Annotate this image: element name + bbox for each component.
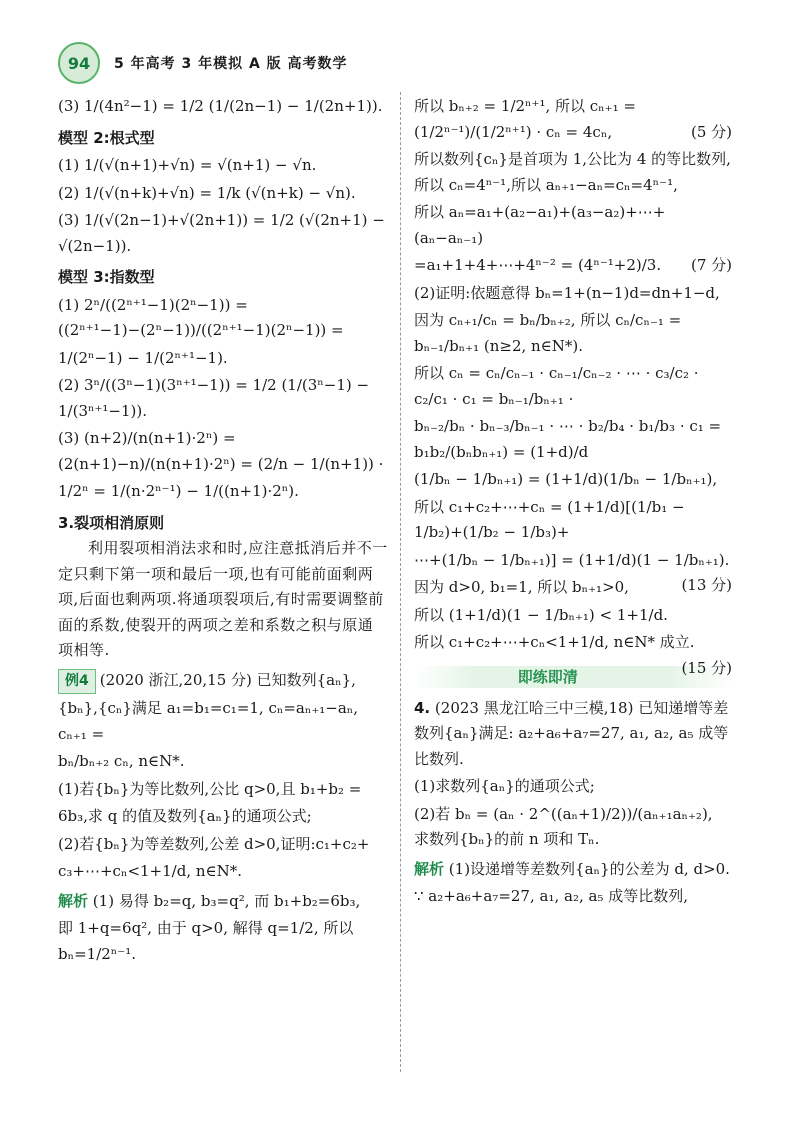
exercise-block xyxy=(414,696,732,853)
formula-line: (1) 1/(√(n+1)+√n) = √(n+1) − √n. xyxy=(58,156,317,174)
solution-text: 因为 d>0, b₁=1, 所以 bₙ₊₁>0, xyxy=(414,578,629,596)
analysis-line: 即 1+q=6q², 由于 q>0, 解得 q=1/2, 所以 bₙ=1/2ⁿ⁻¹. xyxy=(58,919,354,963)
analysis-line: (1)设递增等差数列{aₙ}的公差为 d, d>0. xyxy=(448,859,730,878)
score-note: (13 分) xyxy=(681,576,732,594)
solution-line xyxy=(414,308,732,359)
example-line: (2)若{bₙ}为等差数列,公差 d>0,证明:c₁+c₂+ xyxy=(58,834,370,853)
analysis-label: 解析 xyxy=(414,859,445,878)
solution-text: 所以 (1+1/d)(1 − 1/bₙ₊₁) < 1+1/d. xyxy=(414,605,668,624)
exercise-analysis-block xyxy=(414,857,732,910)
solution-line xyxy=(414,467,732,493)
book-title: 5 年高考 3 年模拟 A 版 高考数学 xyxy=(114,56,348,72)
solution-text: =a₁+1+4+⋯+4ⁿ⁻² = (4ⁿ⁻¹+2)/3. xyxy=(414,256,662,274)
formula-line: (3) 1/(4n²−1) = 1/2 (1/(2n−1) − 1/(2n+1)). xyxy=(58,97,383,115)
solution-line xyxy=(414,495,732,546)
example-badge: 例4 xyxy=(58,669,96,695)
solution-line xyxy=(414,147,732,198)
example-line: {bₙ},{cₙ}满足 a₁=b₁=c₁=1, cₙ=aₙ₊₁−aₙ, cₙ₊₁ = xyxy=(58,699,359,743)
formula-line: (2) 3ⁿ/((3ⁿ−1)(3ⁿ⁺¹−1)) = 1/2 (1/(3ⁿ−1) − 1/(3ⁿ⁺¹−1)). xyxy=(58,376,370,420)
solution-text: 所以 aₙ=a₁+(a₂−a₁)+(a₃−a₂)+⋯+(aₙ−aₙ₋₁) xyxy=(414,203,666,247)
example-line: bₙ/bₙ₊₂ cₙ, n∈N*. xyxy=(58,752,185,771)
solution-text: (2)证明:依题意得 bₙ=1+(n−1)d=dn+1−d, xyxy=(414,283,720,302)
model-heading: 模型 2:根式型 xyxy=(58,128,155,147)
example-line: c₃+⋯+cₙ<1+1/d, n∈N*. xyxy=(58,862,243,881)
analysis-line: (1) 易得 b₂=q, b₃=q², 而 b₁+b₂=6b₃, xyxy=(92,891,361,910)
score-note: (7 分) xyxy=(690,256,732,274)
solution-text: 因为 cₙ₊₁/cₙ = bₙ/bₙ₊₂, 所以 cₙ/cₙ₋₁ = bₙ₋₁/bₙ₊₁ (n≥2, n∈N*). xyxy=(414,311,682,355)
solution-line xyxy=(414,361,732,412)
example-line: 6b₃,求 q 的值及数列{aₙ}的通项公式; xyxy=(58,807,312,826)
example-line: (2020 浙江,20,15 分) 已知数列{aₙ}, xyxy=(99,670,356,689)
page-header xyxy=(58,38,348,88)
solution-line xyxy=(414,94,732,145)
solution-text: 所以 c₁+c₂+⋯+cₙ<1+1/d, n∈N* 成立. xyxy=(414,633,695,651)
solution-text: (1/bₙ − 1/bₙ₊₁) = (1+1/d)(1/bₙ − 1/bₙ₊₁), xyxy=(414,470,718,488)
solution-text: 所以 bₙ₊₂ = 1/2ⁿ⁺¹, 所以 cₙ₊₁ = (1/2ⁿ⁻¹)/(1/2ⁿ⁺¹) · cₙ = 4cₙ, xyxy=(414,97,636,141)
exercise-line: (2)若 bₙ = (aₙ · 2^((aₙ+1)/2))/(aₙ₊₁aₙ₊₂), 求数列{bₙ}的前 n 项和 Tₙ. xyxy=(414,804,713,848)
formula-line: 1/2ⁿ = 1/(n·2ⁿ⁻¹) − 1/((n+1)·2ⁿ). xyxy=(58,482,299,500)
section-paragraph: 利用裂项相消法求和时,应注意抵消后并不一定只剩下第一项和最后一项,也有可能前面剩两项,后面也剩两项.将通项裂项后,有时需要调整前面的系数,使裂开的两项之差和系数之积与原通项相等. xyxy=(58,539,388,659)
solution-line xyxy=(414,281,732,307)
left-column xyxy=(58,92,388,971)
section-title: 3.裂项相消原则 xyxy=(58,513,165,532)
analysis-label: 解析 xyxy=(58,891,89,910)
column-divider xyxy=(400,92,401,1072)
analysis-block xyxy=(58,889,388,968)
example-line: (1)若{bₙ}为等比数列,公比 q>0,且 b₁+b₂ = xyxy=(58,779,362,798)
score-note: (5 分) xyxy=(690,122,732,141)
practice-band: 即练即清 xyxy=(414,666,732,688)
exercise-line: (2023 黑龙江哈三中三模,18) 已知递增等差数列{aₙ}满足: a₂+a₆+a₇=27, a₁, a₂, a₅ 成等比数列. xyxy=(414,698,729,768)
solution-text: bₙ₋₂/bₙ · bₙ₋₃/bₙ₋₁ · ⋯ · b₂/b₄ · b₁/b₃ · c₁ = b₁b₂/(bₙbₙ₊₁) = (1+d)/d xyxy=(414,417,722,461)
formula-line: (3) 1/(√(2n−1)+√(2n+1)) = 1/2 (√(2n+1) − √(2n−1)). xyxy=(58,211,385,255)
solution-text: ⋯+(1/bₙ − 1/bₙ₊₁)] = (1+1/d)(1 − 1/bₙ₊₁). xyxy=(414,550,730,569)
solution-line xyxy=(414,200,732,251)
right-column xyxy=(414,92,732,914)
formula-line: (2) 1/(√(n+k)+√n) = 1/k (√(n+k) − √n). xyxy=(58,183,356,202)
solution-line xyxy=(414,603,732,629)
exercise-line: (1)求数列{aₙ}的通项公式; xyxy=(414,777,595,795)
page-number-badge: 94 xyxy=(58,42,100,84)
solution-text: 所以 c₁+c₂+⋯+cₙ = (1+1/d)[(1/b₁ − 1/b₂)+(1/b₂ − 1/b₃)+ xyxy=(414,497,685,541)
score-note: (15 分) xyxy=(681,658,732,677)
solution-line xyxy=(414,253,732,279)
solution-line xyxy=(414,414,732,465)
formula-line: (1) 2ⁿ/((2ⁿ⁺¹−1)(2ⁿ−1)) = ((2ⁿ⁺¹−1)−(2ⁿ−1))/((2ⁿ⁺¹−1)(2ⁿ−1)) = xyxy=(58,295,344,339)
formula-line: (3) (n+2)/(n(n+1)·2ⁿ) = (2(n+1)−n)/(n(n+1)·2ⁿ) = (2/n − 1/(n+1)) · xyxy=(58,429,384,473)
exercise-number: 4. xyxy=(414,698,431,717)
analysis-line: ∵ a₂+a₆+a₇=27, a₁, a₂, a₅ 成等比数列, xyxy=(414,887,688,905)
formula-line: 1/(2ⁿ−1) − 1/(2ⁿ⁺¹−1). xyxy=(58,348,228,367)
model-heading: 模型 3:指数型 xyxy=(58,268,155,286)
solution-text: 所以 cₙ = cₙ/cₙ₋₁ · cₙ₋₁/cₙ₋₂ · ⋯ · c₃/c₂ · c₂/c₁ · c₁ = bₙ₋₁/bₙ₊₁ · xyxy=(414,364,699,408)
example-block xyxy=(58,668,388,885)
solution-text: 所以数列{cₙ}是首项为 1,公比为 4 的等比数列,所以 cₙ=4ⁿ⁻¹,所以 aₙ₊₁−aₙ=cₙ=4ⁿ⁻¹, xyxy=(414,150,731,194)
